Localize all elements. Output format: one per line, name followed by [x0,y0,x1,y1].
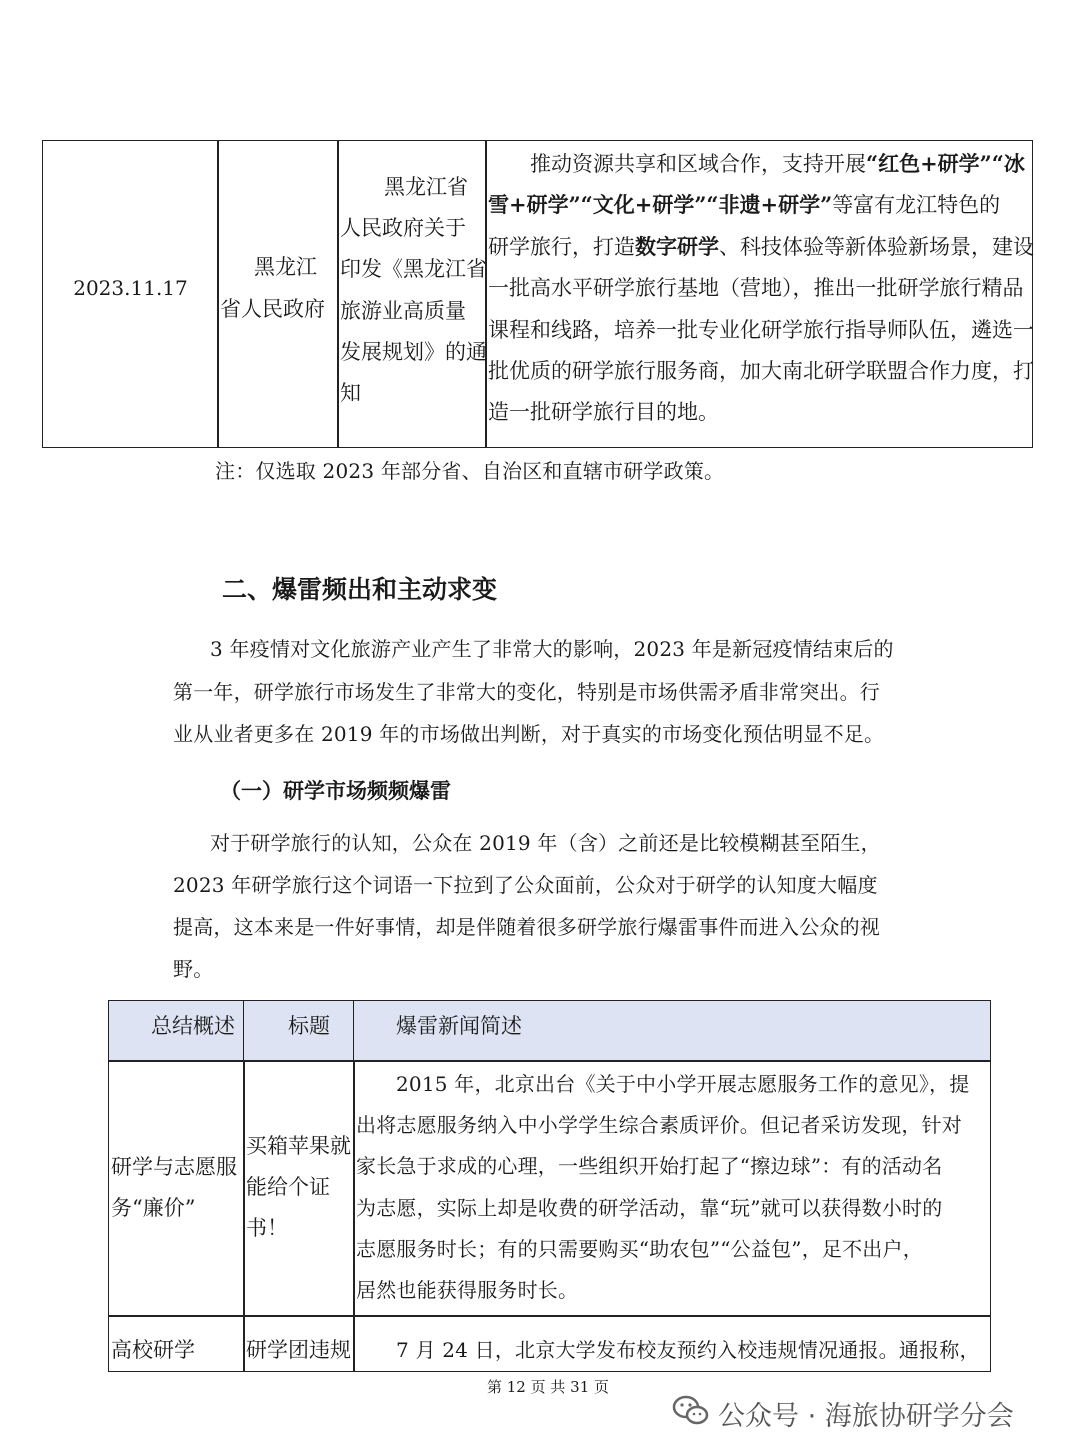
paragraph-line: 3 年疫情对文化旅游产业产生了非常大的影响，2023 年是新冠疫情结束后的 [210,637,894,661]
desc-line: 2015 年，北京出台《关于中小学开展志愿服务工作的意见》，提 [396,1072,970,1096]
paragraph-line: 业从业者更多在 2019 年的市场做出判断，对于真实的市场变化预估明显不足。 [173,722,885,746]
paragraph-line: 第一年，研学旅行市场发生了非常大的变化，特别是市场供需矛盾非常突出。行 [173,680,880,704]
header-label: 标题 [288,1014,330,1038]
page-number: 第 12 页 共 31 页 [487,1378,610,1396]
doc-title-line: 知 [340,381,361,405]
summary-cell [108,1060,245,1317]
header-desc-cell [353,1000,991,1062]
title-line: 能给个证 [246,1175,330,1199]
title-line: 书！ [246,1216,288,1240]
title-cell [243,1315,355,1372]
header-title-cell [243,1000,355,1062]
desc-line: 居然也能获得服务时长。 [356,1278,579,1302]
summary-line: 高校研学 [111,1338,195,1362]
doc-title-line: 黑龙江省 [384,175,468,199]
content-line: 批优质的研学旅行服务商，加大南北研学联盟合作力度，打 [488,359,1034,383]
doc-title-line: 印发《黑龙江省 [340,257,487,281]
header-label: 总结概述 [151,1014,235,1038]
paragraph-line: 2023 年研学旅行这个词语一下拉到了公众面前，公众对于研学的认知度大幅度 [173,873,878,897]
desc-line: 志愿服务时长；有的只需要购买“助农包”“公益包”，足不出户， [356,1237,923,1261]
table-note: 注：仅选取 2023 年部分省、自治区和直辖市研学政策。 [215,459,725,483]
issuer-line: 省人民政府 [220,297,325,321]
content-line: 雪+研学”“文化+研学”“非遗+研学”等富有龙江特色的 [488,192,1001,217]
content-line: 研学旅行，打造数字研学、科技体验等新体验新场景，建设 [488,234,1034,259]
doc-title-line: 人民政府关于 [340,216,466,240]
paragraph-line: 对于研学旅行的认知，公众在 2019 年（含）之前还是比较模糊甚至陌生， [210,831,881,855]
summary-line: 研学与志愿服 [111,1155,237,1179]
header-summary-cell [108,1000,245,1062]
desc-line: 为志愿，实际上却是收费的研学活动，靠“玩”就可以获得数小时的 [356,1196,943,1220]
content-line: 推动资源共享和区域合作，支持开展“红色+研学”“冰 [530,151,1025,176]
watermark [672,1390,1062,1434]
desc-cell [353,1060,991,1317]
sub-heading: （一）研学市场频频爆雷 [220,779,451,803]
title-cell [243,1060,355,1317]
date-text: 2023.11.17 [73,276,188,300]
issuer-cell [217,140,339,448]
content-line: 课程和线路，培养一批专业化研学旅行指导师队伍，遴选一 [488,318,1034,342]
paragraph-line: 野。 [173,957,214,981]
desc-line: 7 月 24 日，北京大学发布校友预约入校违规情况通报。通报称， [396,1338,980,1362]
summary-cell [108,1315,245,1372]
doc-title-line: 发展规划》的通 [340,340,487,364]
watermark-text: 公众号 · 海旅协研学分会 [718,1401,1014,1432]
wechat-icon [672,1394,710,1428]
section-heading: 二、爆雷频出和主动求变 [222,575,498,604]
date-cell [42,140,219,448]
header-label: 爆雷新闻简述 [396,1014,522,1038]
desc-line: 出将志愿服务纳入中小学学生综合素质评价。但记者采访发现，针对 [356,1113,962,1137]
title-line: 研学团违规 [246,1338,351,1362]
issuer-line: 黑龙江 [254,255,317,279]
content-line: 造一批研学旅行目的地。 [488,400,719,424]
doc-title-cell [337,140,487,448]
desc-line: 家长急于求成的心理，一些组织开始打起了“擦边球”：有的活动名 [356,1154,943,1178]
policy-content-cell [485,140,1033,448]
title-line: 买箱苹果就 [246,1134,351,1158]
doc-title-line: 旅游业高质量 [340,299,466,323]
paragraph-line: 提高，这本来是一件好事情，却是伴随着很多研学旅行爆雷事件而进入公众的视 [173,915,880,939]
summary-line: 务“廉价” [111,1196,196,1220]
desc-cell [353,1315,991,1372]
content-line: 一批高水平研学旅行基地（营地），推出一批研学旅行精品 [488,276,1024,300]
